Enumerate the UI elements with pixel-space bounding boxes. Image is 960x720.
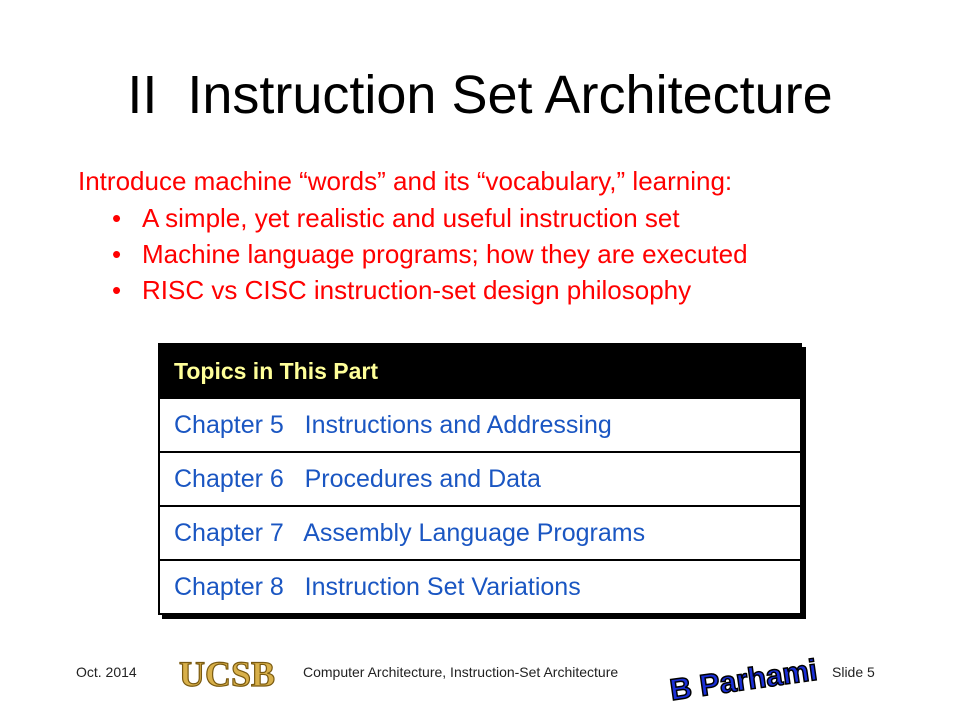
topics-row-chapter-8: Chapter 8 Instruction Set Variations xyxy=(160,559,800,613)
footer-slide-number: Slide 5 xyxy=(832,664,875,680)
bullet-item xyxy=(112,272,748,308)
footer-date: Oct. 2014 xyxy=(76,664,137,680)
bullet-icon: • xyxy=(112,203,122,233)
bullet-item xyxy=(112,236,748,272)
topics-row-chapter-6: Chapter 6 Procedures and Data xyxy=(160,451,800,505)
ucsb-logo xyxy=(168,650,286,694)
bullet-text: A simple, yet realistic and useful instruction set xyxy=(142,203,680,233)
slide-title: II Instruction Set Architecture xyxy=(127,65,833,125)
bullet-text: Machine language programs; how they are executed xyxy=(142,239,748,269)
topics-header: Topics in This Part xyxy=(160,345,800,397)
topics-row-chapter-7: Chapter 7 Assembly Language Programs xyxy=(160,505,800,559)
bullet-list xyxy=(112,200,748,308)
bullet-icon: • xyxy=(112,239,122,269)
topics-table xyxy=(158,343,802,615)
bullet-item xyxy=(112,200,748,236)
author-signature-logo xyxy=(667,652,820,708)
svg-text:UCSB: UCSB xyxy=(178,654,276,694)
bullet-text: RISC vs CISC instruction-set design philosophy xyxy=(142,275,692,305)
svg-text:B Parhami: B Parhami xyxy=(667,653,820,708)
bullet-icon: • xyxy=(112,275,122,305)
topics-row-chapter-5: Chapter 5 Instructions and Addressing xyxy=(160,397,800,451)
footer-course-title: Computer Architecture, Instruction-Set Architecture xyxy=(303,664,619,680)
intro-text: Introduce machine “words” and its “vocabulary,” learning: xyxy=(78,166,733,196)
